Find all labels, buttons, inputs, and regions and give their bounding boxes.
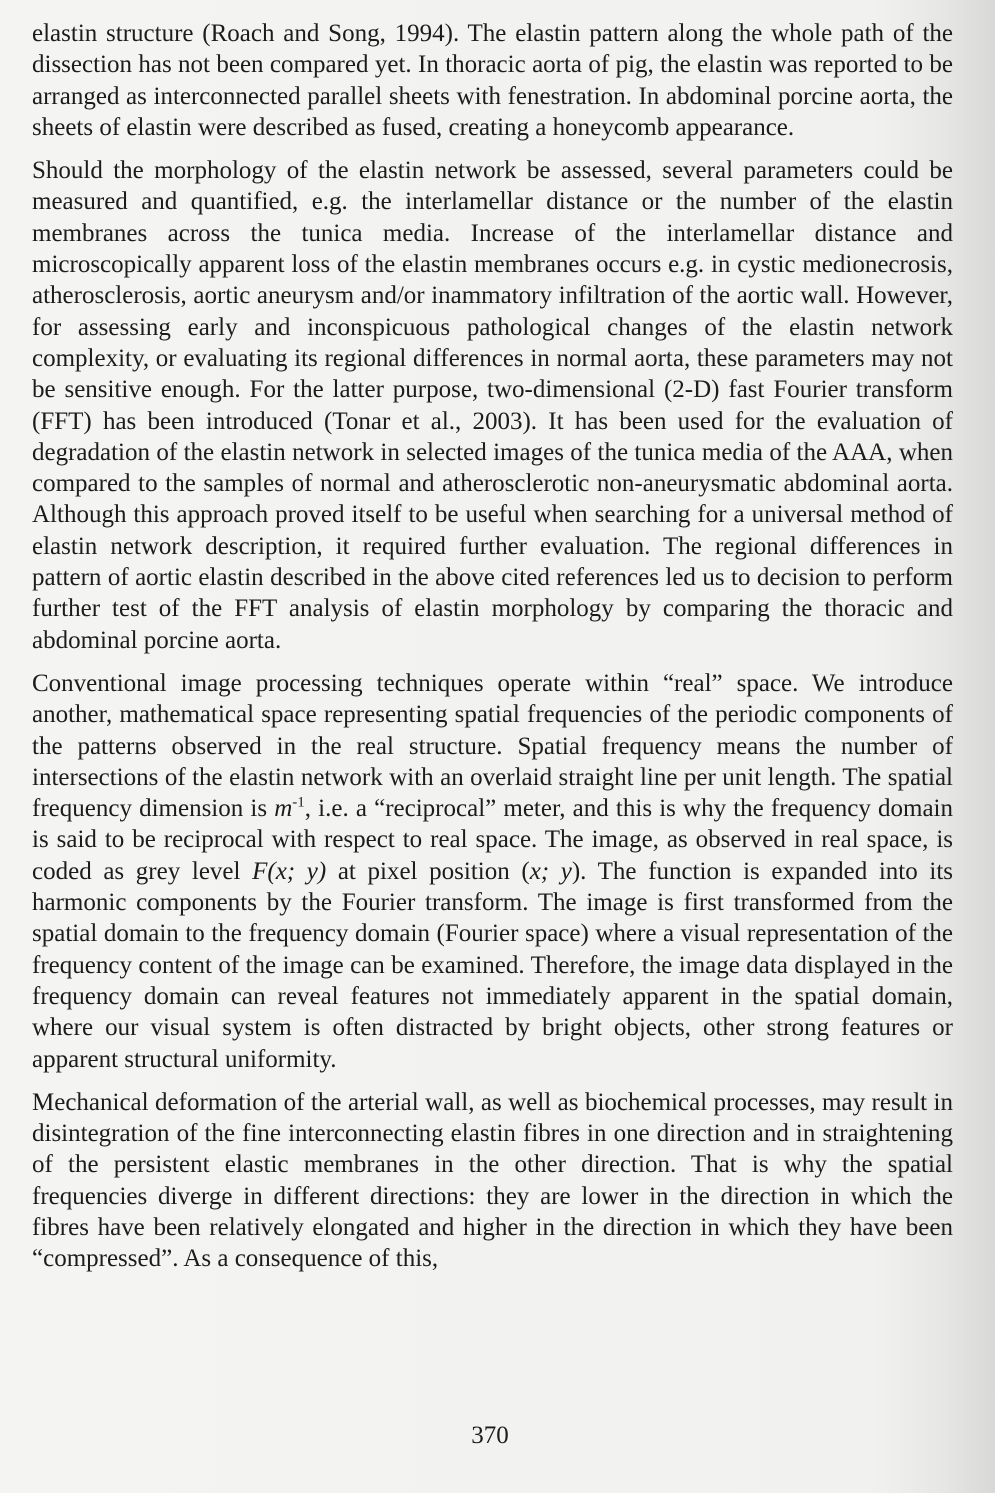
paragraph-4-text: Mechanical deformation of the arterial wall, as well as biochemical processes, may result in disintegration of the fine interconnecting elastin fibres in one direction and in straightening of the persistent elastic membranes in the other direction. That is why the spatial frequencies diverge in different directions: they are lower in the direction in which the fibres have been relatively elongated and higher in the direction in which they have been “compressed”. As a consequence of this, xyxy=(32,1088,953,1273)
body-text xyxy=(32,18,953,1287)
paragraph-2-text: Should the morphology of the elastin network be assessed, several parameters could be measured and quantified, e.g. the interlamellar distance or the number of the elastin membranes across the tunica media. Increase of the interlamellar distance and microscopically apparent loss of the elastin membranes occurs e.g. in cystic medionecrosis, atherosclerosis, aortic aneurysm and/or inammatory infiltration of the aortic wall. However, for assessing early and inconspicuous pathological changes of the elastin network complexity, or evaluating its regional differences in normal aorta, these parameters may not be sensitive enough. For the latter purpose, two-dimensional (2-D) fast Fourier transform (FFT) has been introduced (Tonar et al., 2003). It has been used for the evaluation of degradation of the elastin network in selected images of the tunica media of the AAA, when compared to the samples of normal and atherosclerotic non-aneurysmatic abdominal aorta. Although this approach proved itself to be useful when searching for a universal method of elastin network description, it required further evaluation. The regional differences in pattern of aortic elastin described in the above cited references led us to decision to perform further test of the FFT analysis of elastin morphology by comparing the thoracic and abdominal porcine aorta. xyxy=(32,157,953,654)
pixel-coordinates: x; y xyxy=(529,857,572,885)
paragraph-1 xyxy=(32,18,953,143)
paragraph-3-text-c: at pixel position ( xyxy=(326,857,530,885)
page-number: 370 xyxy=(471,1422,509,1449)
paragraph-2 xyxy=(32,155,953,656)
grey-level-function: F(x; y) xyxy=(252,857,327,885)
paragraph-1-text: elastin structure (Roach and Song, 1994). The elastin pattern along the whole path of the dissection has not been compared yet. In thoracic aorta of pig, the elastin was reported to be arranged as interconnected parallel sheets with fenestration. In abdominal porcine aorta, the sheets of elastin were described as fused, creating a honeycomb appearance. xyxy=(32,20,953,141)
unit-symbol: m xyxy=(274,795,293,823)
unit-exponent: -1 xyxy=(292,794,305,811)
paragraph-4 xyxy=(32,1087,953,1275)
paragraph-3-text-d: ). The function is expanded into its harmonic components by the Fourier transform. The image is first transformed from the spatial domain to the frequency domain (Fourier space) where a visual representation of the frequency content of the image can be examined. Therefore, the image data displayed in the frequency domain can reveal features not immediately apparent in the spatial domain, where our visual system is often distracted by bright objects, other strong features or apparent structural uniformity. xyxy=(32,857,953,1073)
paragraph-3 xyxy=(32,668,953,1075)
paragraph-3-text-a: Conventional image processing techniques operate within “real” space. We introduce another, mathematical space representing spatial frequencies of the periodic components of the patterns observed in the real structure. Spatial frequency means the number of intersections of the elastin network with an overlaid straight line per unit length. The spatial frequency dimension is xyxy=(32,669,953,823)
paragraph-3-text-b: , i.e. a “reciprocal” meter, and this is why the frequency domain is said to be reciprocal with respect to real space. The image, as observed in real space, is coded as grey level xyxy=(32,795,953,885)
